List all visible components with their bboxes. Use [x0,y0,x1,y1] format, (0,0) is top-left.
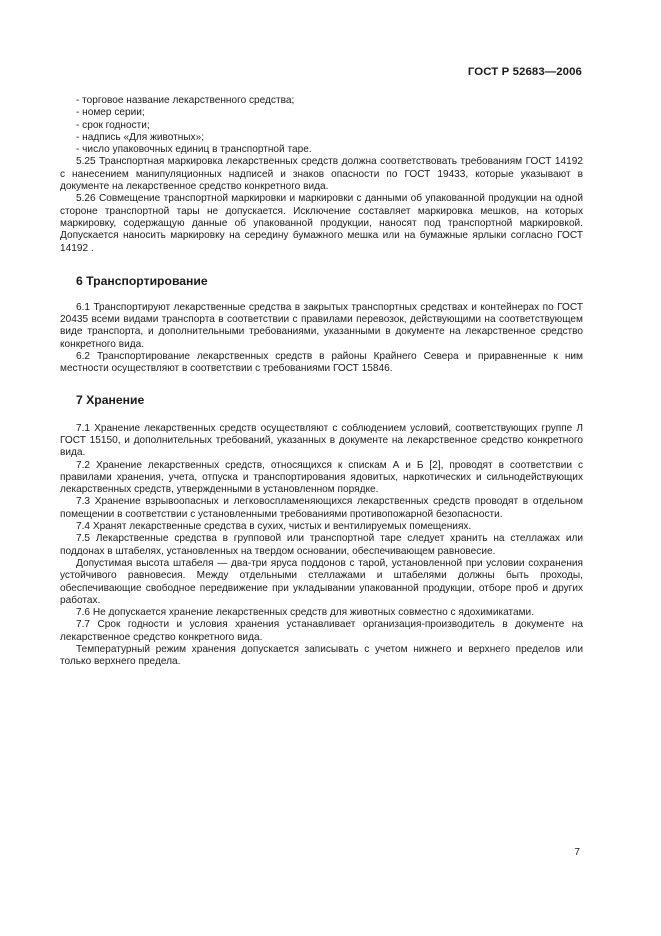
paragraph-stack-height: Допустимая высота штабеля — два-три яруса поддонов с тарой, установленной при условии сохранения устойчивого равновесия. Между отдельными стеллажами и штабелями должны быть проходы, обеспечивающие свободное передвижение при укладывании упакованной продукции, отборе проб и других работах. [60,557,583,606]
list-item: - надпись «Для животных»; [76,131,205,143]
section-6-heading: 6 Транспортирование [76,273,208,288]
paragraph-5-26: 5.26 Совмещение транспортной маркировки и маркировки с данными об упакованной продукции на одной стороне транспортной тары не допускается. Исключение составляет маркировка мешков, на которых маркировку, содержащую данные об упакованной продукции, наносят под транспортной маркировкой. Допускается наносить маркировку на середину бумажного мешка или на бумажные ярлыки согласно ГОСТ 14192 . [60,193,583,254]
paragraph-7-3: 7.3 Хранение взрывоопасных и легковоспламеняющихся лекарственных средств проводят в отдельном помещении в соответствии с установленными требованиями противопожарной безопасности. [60,496,583,520]
paragraph-7-4: 7.4 Хранят лекарственные средства в сухих, чистых и вентилируемых помещениях. [76,521,472,533]
list-item: - торговое название лекарственного средства; [76,95,295,106]
list-item: - срок годности; [76,119,150,131]
paragraph-7-1: 7.1 Хранение лекарственных средств осуществляют с соблюдением условий, соответствующих группе Л ГОСТ 15150, и дополнительных требований, указанных в документе на лекарственное средство конкретного вида. [60,422,583,459]
paragraph-6-2: 6.2 Транспортирование лекарственных средств в районы Крайнего Севера и приравненные к ним местности осуществляют в соответствии с требованиями ГОСТ 15846. [60,351,583,375]
paragraph-6-1: 6.1 Транспортируют лекарственные средства в закрытых транспортных средствах и контейнерах по ГОСТ 20435 всеми видами транспорта в соответствии с правилами перевозок, действующими на соответствующем виде транспорта, и дополнительными требованиями, указанными в документе на лекарственное средство конкретного вида. [60,301,583,350]
list-item: - число упаковочных единиц в транспортной таре. [76,144,312,156]
document-code: ГОСТ Р 52683—2006 [467,66,582,78]
section-7-heading: 7 Хранение [76,392,145,407]
document-body [60,95,583,669]
page-number: 7 [574,847,580,858]
paragraph-7-2: 7.2 Хранение лекарственных средств, относящихся к спискам А и Б [2], проводят в соответствии с правилами хранения, учета, отпуска и транспортирования ядовитых, наркотических и сильнодействующих лекарственных средств, утвержденными в установленном порядке. [60,459,583,496]
paragraph-7-6: 7.6 Не допускается хранение лекарственных средств для животных совместно с ядохимикатами. [76,607,535,619]
paragraph-5-25: 5.25 Транспортная маркировка лекарственных средств должна соответствовать требованиям ГОСТ 14192 с нанесением манипуляционных надписей и знаков опасности по ГОСТ 19433, которые указывают в документе на лекарственное средство конкретного вида. [60,156,583,193]
paragraph-7-7: 7.7 Срок годности и условия хранения устанавливает организация-производитель в документе на лекарственное средство конкретного вида. [60,619,583,643]
list-item: - номер серии; [76,107,145,119]
paragraph-temperature: Температурный режим хранения допускается записывать с учетом нижнего и верхнего пределов или только верхнего предела. [60,643,583,668]
paragraph-7-5: 7.5 Лекарственные средства в групповой или транспортной таре следует хранить на стеллажах или поддонах в штабелях, установленных на твердом основании, обеспечивающем равновесие. [60,533,583,557]
